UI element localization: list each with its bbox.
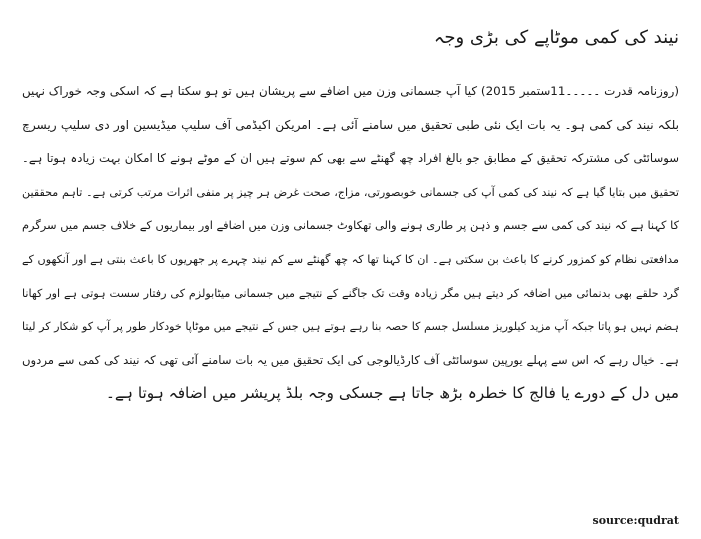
article-body — [22, 75, 679, 411]
article-line: (روزنامہ قدرت ۔۔۔۔۔11ستمبر 2015) کیا آپ جسمانی وزن میں اضافے سے پریشان ہیں تو ہو سکتا ہے کہ اسکی وجہ خوراک نہیں — [22, 84, 679, 98]
headline: نیند کی کمی موٹاپے کی بڑی وجہ — [433, 27, 679, 48]
article-line: بلکہ نیند کی کمی ہو۔ یہ بات ایک نئی طبی تحقیق میں سامنے آئی ہے۔ امریکن اکیڈمی آف سلیپ میڈیسین اور دی سلیپ ریسرچ — [22, 117, 679, 132]
article-line: مدافعتی نظام کو کمزور کرنے کا باعث بن سکتی ہے۔ ان کا کہنا تھا کہ چھ گھنٹے سے کم نیند چہرے پر جھریوں کا باعث بنتی ہے اور آنکھوں کے — [22, 252, 679, 266]
article-line: کا کہنا ہے کہ نیند کی کمی سے جسم و ذہن پر طاری ہونے والی تھکاوٹ جسمانی وزن میں اضافے اور بیماریوں کے خلاف جسم میں سرگرم — [22, 218, 679, 233]
article-line: ہضم نہیں ہو پاتا جبکہ آپ مزید کیلوریز مسلسل جسم کا حصہ بنا رہے ہوتے ہیں جس کے نتیجے میں موٹاپا خودکار طور پر آپ کو شکار کر لیتا — [22, 320, 679, 334]
article-line: گرد حلقے بھی بدنمائی میں اضافہ کر دیتے ہیں مگر زیادہ وقت تک جاگنے کے نتیجے میں جسمانی میٹابولزم کی رفتار سست ہوتی ہے اور کھانا — [22, 286, 679, 300]
article-line: ہے۔ خیال رہے کہ اس سے پہلے یورپین سوسائٹی آف کارڈیالوجی کی ایک تحقیق میں یہ بات سامنے آئی تھی کہ نیند کی کمی سے مردوں — [22, 352, 679, 367]
article-line: میں دل کے دورے یا فالج کا خطرہ بڑھ جاتا ہے جسکی وجہ بلڈ پریشر میں اضافہ ہوتا ہے۔ — [105, 384, 679, 403]
article-line: سوسائٹی کی مشترکہ تحقیق کے مطابق جو بالغ افراد چھ گھنٹے سے بھی کم سوتے ہیں ان کے موٹے ہونے کا امکان بہت زیادہ ہوتا ہے۔ — [22, 151, 679, 166]
source-credit: source:qudrat — [592, 514, 679, 527]
article-line: تحقیق میں بتایا گیا ہے کہ نیند کی کمی آپ کی جسمانی خوبصورتی، مزاج، صحت غرض ہر چیز پر منفی اثرات مرتب کرتی ہے۔ تاہم محققین — [22, 185, 679, 199]
